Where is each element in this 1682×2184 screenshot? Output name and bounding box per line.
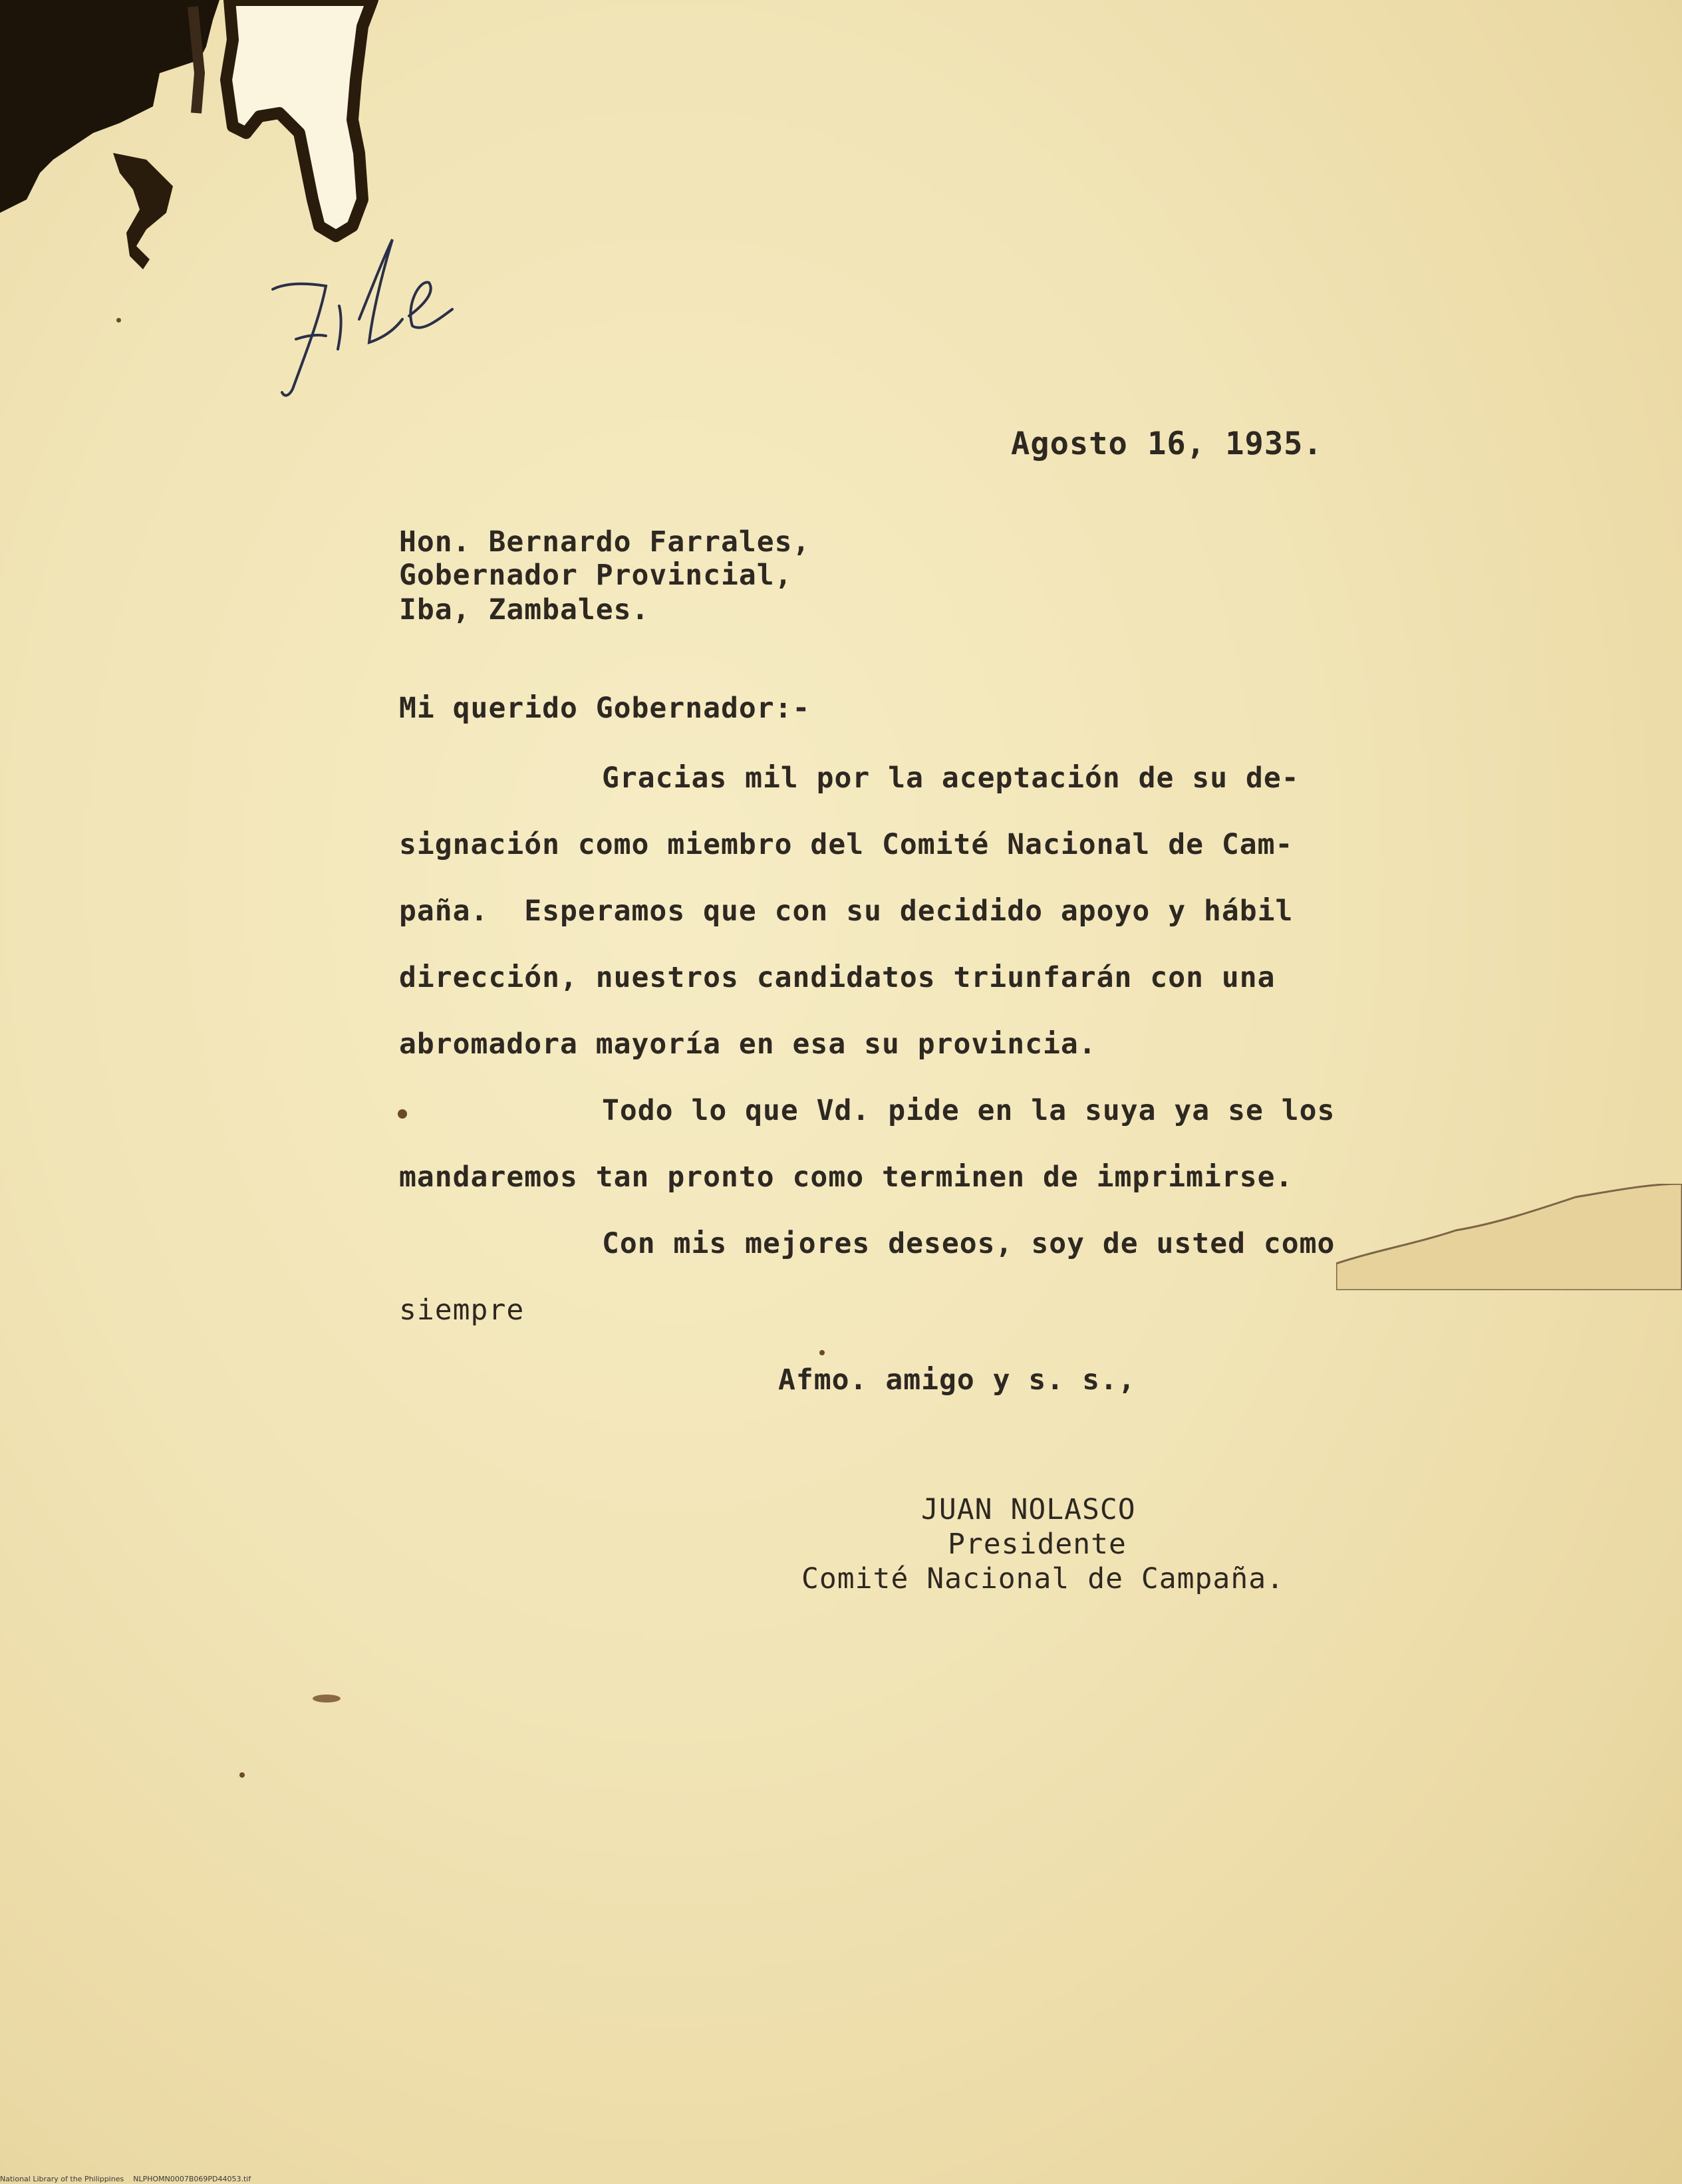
body-line: siempre bbox=[399, 1294, 525, 1327]
archive-footer bbox=[0, 2175, 251, 2183]
archive-name: National Library of the Philippines bbox=[0, 2175, 124, 2183]
recipient-name: Hon. Bernardo Farrales, bbox=[399, 525, 811, 559]
closing: Afmo. amigo y s. s., bbox=[778, 1363, 1136, 1397]
body-line: abromadora mayoría en esa su provincia. bbox=[399, 1027, 1097, 1061]
ink-spot bbox=[398, 1109, 407, 1119]
body-line: mandaremos tan pronto como terminen de imprimirse. bbox=[399, 1160, 1294, 1194]
signatory-title: Presidente bbox=[948, 1528, 1127, 1561]
ink-spot bbox=[819, 1350, 825, 1355]
ink-spot bbox=[313, 1695, 341, 1703]
signatory-organization: Comité Nacional de Campaña. bbox=[801, 1562, 1284, 1595]
ink-spot bbox=[116, 318, 121, 323]
signatory-name: JUAN NOLASCO bbox=[921, 1493, 1136, 1526]
body-line: signación como miembro del Comité Nacional de Cam- bbox=[399, 828, 1294, 861]
recipient-location: Iba, Zambales. bbox=[399, 593, 650, 626]
ink-spot bbox=[239, 1772, 245, 1778]
body-line: Gracias mil por la aceptación de su de- bbox=[602, 761, 1300, 795]
body-line: Todo lo que Vd. pide en la suya ya se los bbox=[602, 1094, 1335, 1127]
salutation: Mi querido Gobernador:- bbox=[399, 692, 811, 725]
file-id: NLPHOMN0007B069PD44053.tif bbox=[133, 2175, 251, 2183]
torn-paper-edge bbox=[1336, 1184, 1682, 1290]
handwritten-file-note bbox=[259, 226, 472, 412]
body-line: Con mis mejores deseos, soy de usted como bbox=[602, 1227, 1335, 1260]
letter-date: Agosto 16, 1935. bbox=[1011, 426, 1323, 462]
body-line: paña. Esperamos que con su decidido apoyo y hábil bbox=[399, 894, 1294, 928]
body-line: dirección, nuestros candidatos triunfarán con una bbox=[399, 961, 1276, 994]
recipient-title: Gobernador Provincial, bbox=[399, 559, 793, 592]
